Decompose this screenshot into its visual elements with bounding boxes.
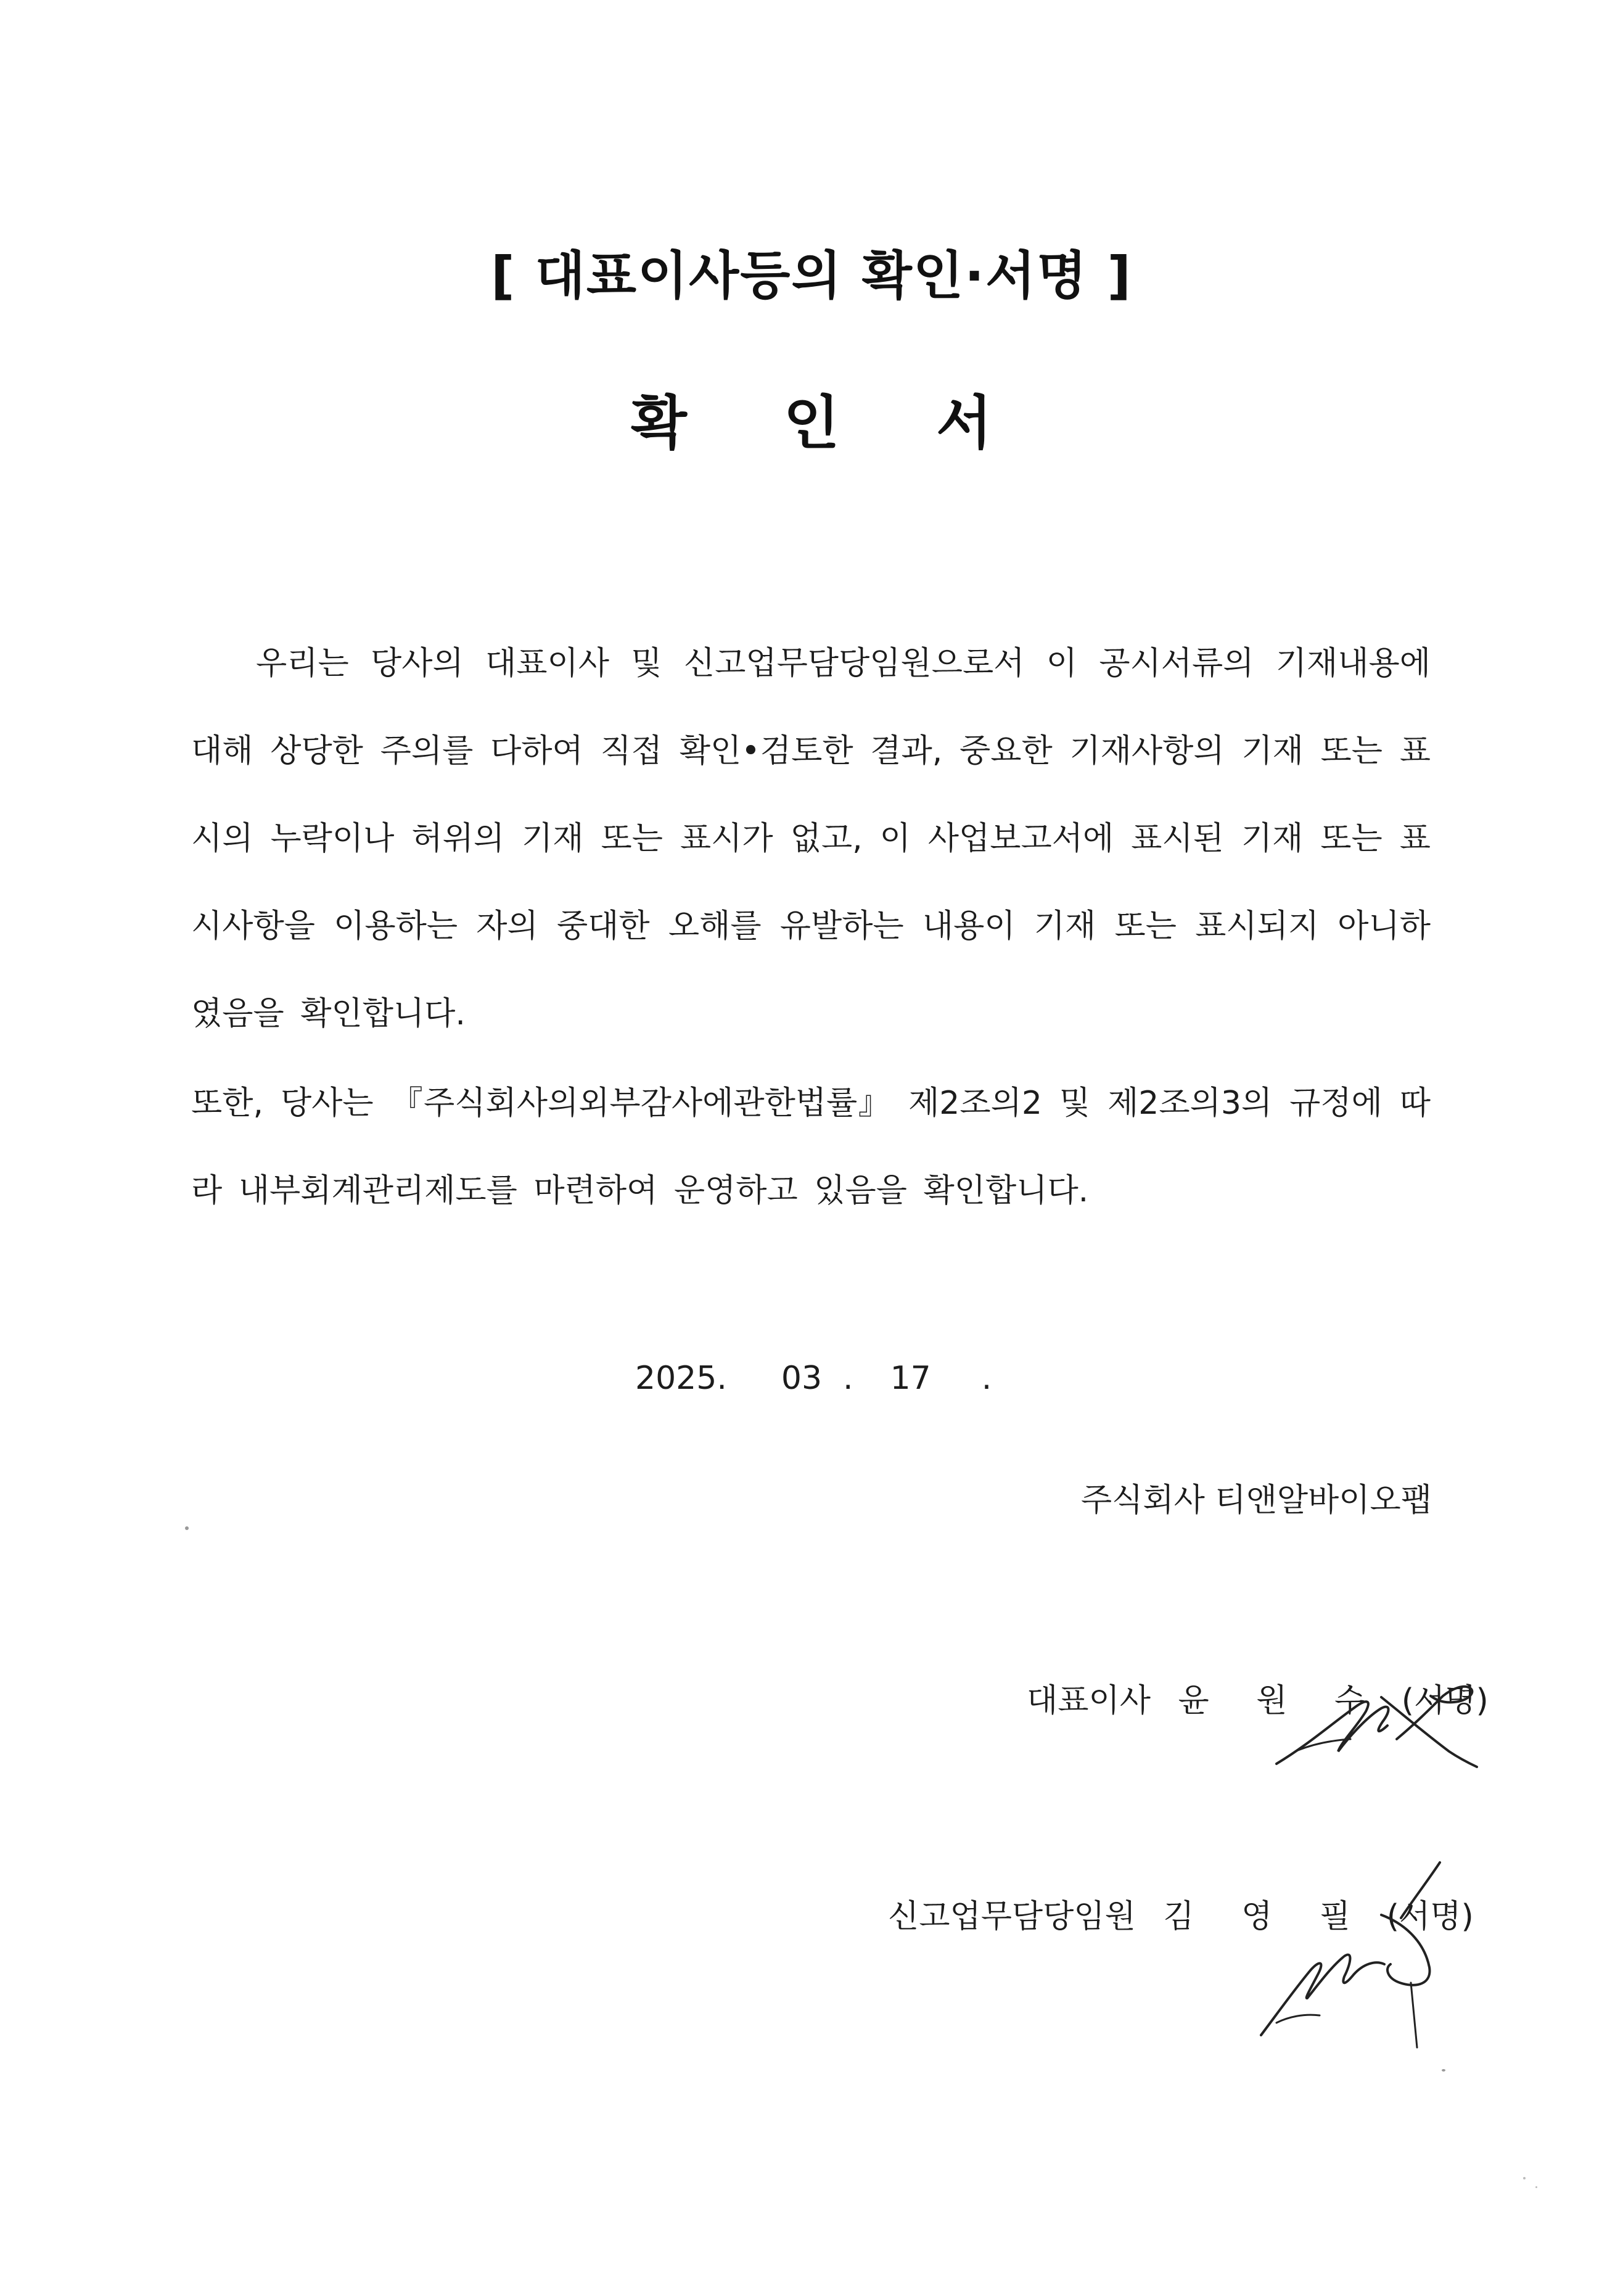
- date-day: 17: [890, 1360, 931, 1397]
- scan-speck: [1535, 2186, 1537, 2188]
- document-date: [635, 1360, 992, 1397]
- signatory-role: 대표이사: [1027, 1682, 1151, 1719]
- scan-speck: [185, 1526, 189, 1530]
- document-subtitle: 확 인 서: [631, 390, 1030, 457]
- signature-mark-label: (서명): [1401, 1682, 1489, 1719]
- reporting-officer-handwritten-signature: [1252, 1856, 1461, 2078]
- document-title: [ 대표이사등의 확인·서명 ]: [491, 245, 1132, 306]
- signatory-name: 김 영 필: [1163, 1898, 1370, 1935]
- signatory-role: 신고업무담당임원: [888, 1898, 1136, 1935]
- date-month: 03: [781, 1360, 823, 1397]
- scan-speck: [1523, 2177, 1526, 2179]
- signature-mark-label: (서명): [1386, 1898, 1474, 1935]
- signatory-name: 윤 원 수: [1178, 1682, 1384, 1719]
- scan-speck: [1442, 2069, 1445, 2072]
- internal-control-paragraph: 또한, 당사는 『주식회사의외부감사에관한법률』 제2조의2 및 제2조의3의 규정에 따라 내부회계관리제도를 마련하여 운영하고 있음을 확인합니다.: [191, 1085, 1431, 1209]
- ceo-handwritten-signature: [1239, 1665, 1498, 1782]
- company-name: 주식회사 티앤알바이오팹: [1080, 1482, 1432, 1519]
- date-year: 2025.: [635, 1360, 727, 1397]
- date-separator: .: [843, 1360, 853, 1397]
- confirmation-paragraph: 우리는 당사의 대표이사 및 신고업무담당임원으로서 이 공시서류의 기재내용에 대해 상당한 주의를 다하여 직접 확인•검토한 결과, 중요한 기재사항의 기재 또는 표시의 누락이나 허위의 기재 또는 표시가 없고, 이 사업보고서에 표시된 기재 또는 표시사항을 이용하는 자의 중대한 오해를 유발하는 내용이 기재 또는 표시되지 아니하였음을 확인합니다.: [191, 645, 1431, 1032]
- date-separator: .: [981, 1360, 992, 1397]
